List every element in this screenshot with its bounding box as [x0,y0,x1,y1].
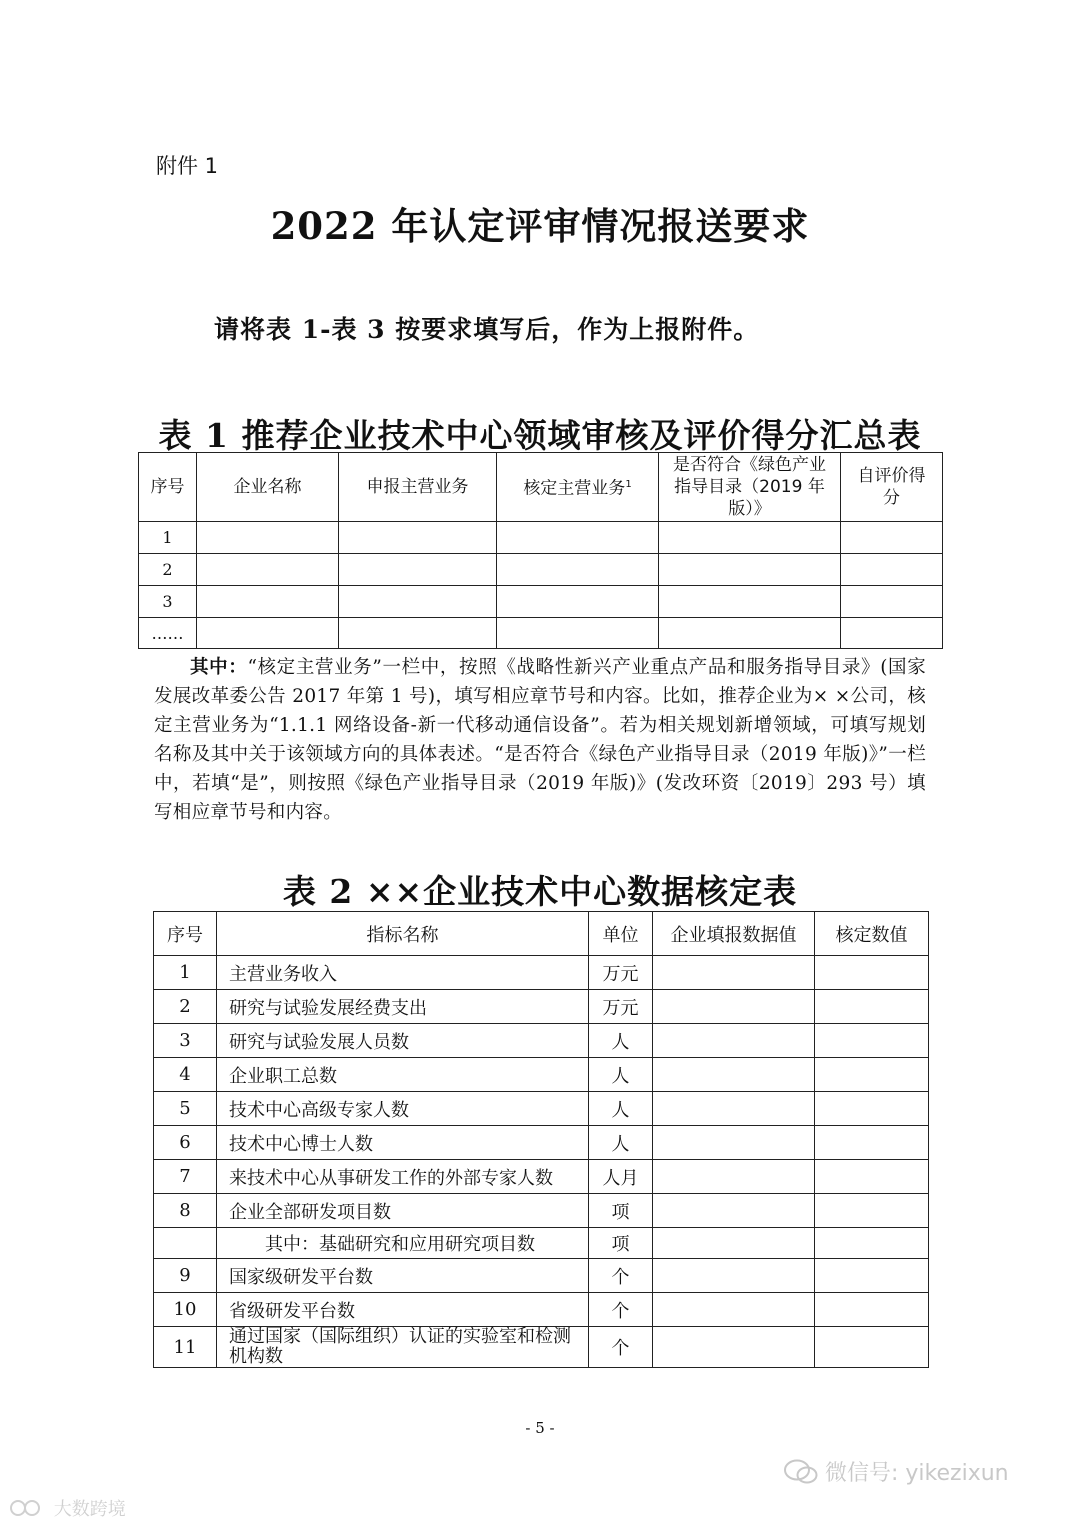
row-unit: 项 [589,1228,653,1259]
table-row [139,618,943,649]
brand-watermark [8,1495,126,1521]
row-no: 1 [139,522,197,554]
table1 [138,452,943,649]
row-indicator: 企业职工总数 [217,1058,589,1092]
row-indicator: 研究与试验发展人员数 [217,1024,589,1058]
table-row [154,1126,929,1160]
row-unit: 人 [589,1126,653,1160]
row-no: 9 [154,1259,217,1293]
table1-note [154,653,926,827]
row-unit: 人 [589,1092,653,1126]
table1-header-no: 序号 [139,453,197,522]
table2-title: 表 2 ××企业技术中心数据核定表 [282,872,798,911]
table1-header-verified-business [497,453,659,522]
wechat-icon [784,1459,818,1485]
note-lead: 其中： [190,657,248,678]
page-number: - 5 - [525,1419,555,1437]
row-indicator: 其中：基础研究和应用研究项目数 [217,1228,589,1259]
attachment-label: 附件 1 [156,154,219,178]
row-indicator: 主营业务收入 [217,956,589,990]
table-row [154,1092,929,1126]
row-unit: 万元 [589,990,653,1024]
table-row [154,990,929,1024]
table-row [154,1259,929,1293]
header-text: 核定主营业务 [523,478,626,499]
table2 [153,911,929,1368]
row-indicator: 国家级研发平台数 [217,1259,589,1293]
row-indicator: 省级研发平台数 [217,1293,589,1327]
table1-header-self-score: 自评价得分 [841,453,943,522]
table2-header-unit: 单位 [589,912,653,956]
row-unit: 万元 [589,956,653,990]
instruction-text: 请将表 1-表 3 按要求填写后，作为上报附件。 [214,315,760,344]
row-unit: 个 [589,1293,653,1327]
row-unit: 项 [589,1194,653,1228]
row-no: 4 [154,1058,217,1092]
table-row [154,1293,929,1327]
table-row [154,1160,929,1194]
row-indicator: 研究与试验发展经费支出 [217,990,589,1024]
row-indicator: 技术中心高级专家人数 [217,1092,589,1126]
row-unit: 个 [589,1259,653,1293]
wechat-watermark [784,1456,1009,1487]
table-row [154,1194,929,1228]
row-no: …… [139,618,197,649]
table-row [139,554,943,586]
row-no: 3 [154,1024,217,1058]
table-row [154,1327,929,1368]
row-no: 11 [154,1327,217,1368]
table-row [154,956,929,990]
row-no: 2 [139,554,197,586]
footnote-mark: 1 [625,479,632,491]
table-row [154,1058,929,1092]
row-unit: 人 [589,1024,653,1058]
row-no: 6 [154,1126,217,1160]
row-no: 8 [154,1194,217,1228]
watermark-text: 微信号: yikezixun [825,1461,1009,1486]
table2-header-reported: 企业填报数据值 [653,912,815,956]
row-no: 2 [154,990,217,1024]
table2-header-indicator: 指标名称 [217,912,589,956]
table1-title: 表 1 推荐企业技术中心领域审核及评价得分汇总表 [158,416,922,455]
table2-header-verified: 核定数值 [815,912,929,956]
table1-header-declared-business: 申报主营业务 [339,453,497,522]
row-unit: 个 [589,1327,653,1368]
logo-icon [8,1498,48,1518]
table1-header-company: 企业名称 [197,453,339,522]
row-indicator: 技术中心博士人数 [217,1126,589,1160]
row-unit: 人 [589,1058,653,1092]
table-row [154,1024,929,1058]
note-text: “核定主营业务”一栏中，按照《战略性新兴产业重点产品和服务指导目录》(国家发展改革委公告 2017 年第 1 号)，填写相应章节号和内容。比如，推荐企业为× ×公司，核定主营业务为“1.1.1 网络设备-新一代移动通信设备”。若为相关规划新增领域，可填写规划名称及其中关于该领域方向的具体表述。“是否符合《绿色产业指导目录（2019 年版)》”一栏中，若填“是”，则按照《绿色产业指导目录（2019 年版)》(发改环资〔2019〕293 号）填写相应章节号和内容。 [154,657,926,823]
row-no: 5 [154,1092,217,1126]
row-unit: 人月 [589,1160,653,1194]
document-title: 2022 年认定评审情况报送要求 [270,204,810,248]
row-indicator: 通过国家（国际组织）认证的实验室和检测机构数 [217,1327,589,1368]
table1-header-green-catalog: 是否符合《绿色产业指导目录（2019 年版）》 [659,453,841,522]
row-no: 1 [154,956,217,990]
watermark-text: 大数跨境 [53,1499,126,1520]
table-row [139,522,943,554]
table2-header-no: 序号 [154,912,217,956]
table-row [139,586,943,618]
table-row [154,1228,929,1259]
row-no: 7 [154,1160,217,1194]
row-indicator: 企业全部研发项目数 [217,1194,589,1228]
row-no: 10 [154,1293,217,1327]
row-indicator: 来技术中心从事研发工作的外部专家人数 [217,1160,589,1194]
row-no: 3 [139,586,197,618]
row-no [154,1228,217,1259]
